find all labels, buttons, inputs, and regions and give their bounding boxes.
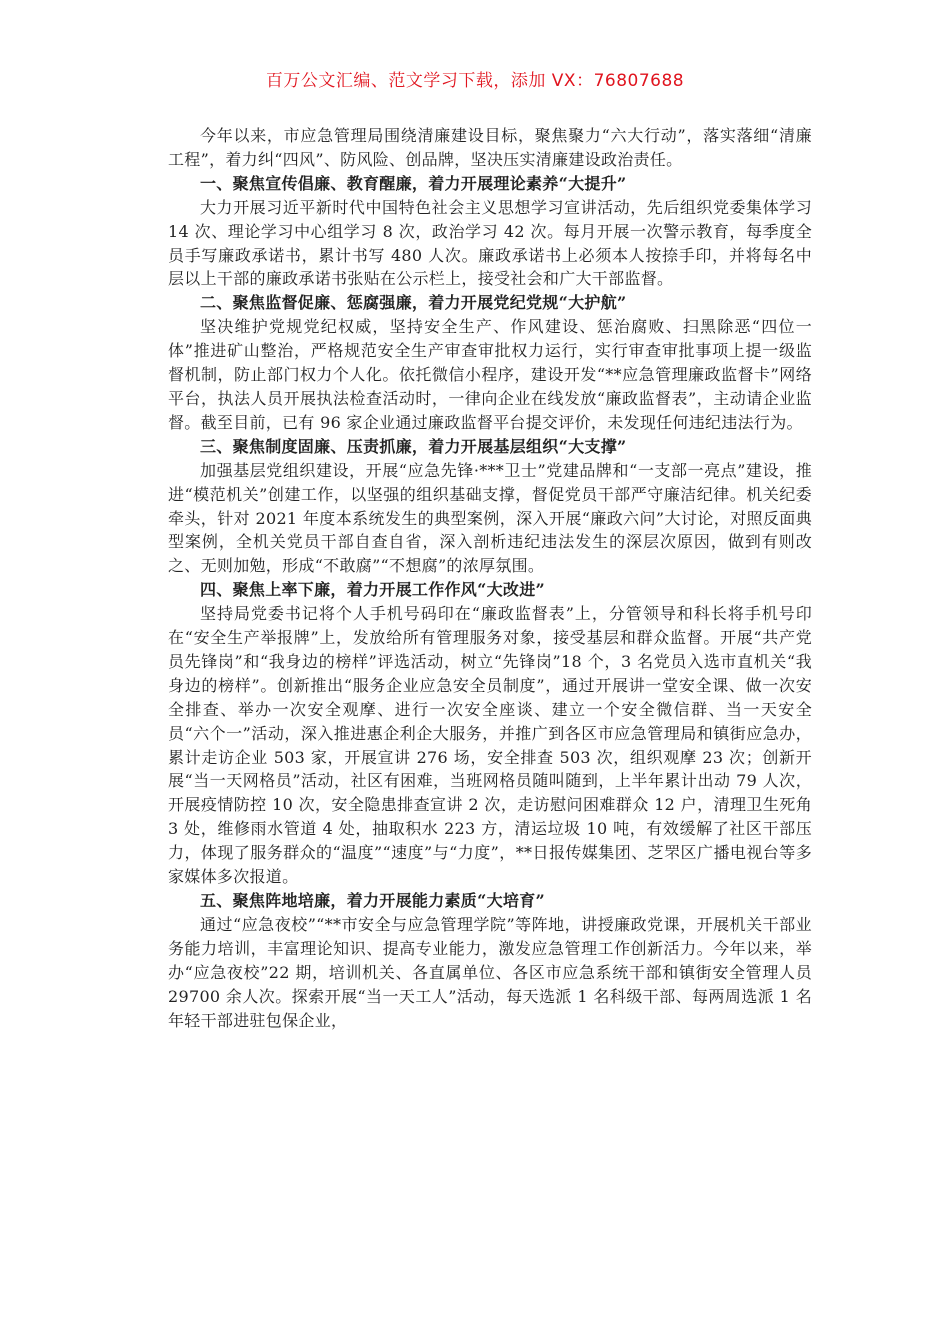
- section-1-heading: 一、聚焦宣传倡廉、教育醒廉，着力开展理论素养“大提升”: [200, 173, 627, 193]
- section-5-body: 通过“应急夜校”“**市安全与应急管理学院”等阵地，讲授廉政党课，开展机关干部业务能力培训，丰富理论知识、提高专业能力，激发应急管理工作创新活力。今年以来，举办“应急夜校”22 期，培训机关、各直属单位、各区市应急系统干部和镇街安全管理人员 29700 余人次。探索开展“当一天工人”活动，每天选派 1 名科级干部、每两周选派 1 名年轻干部进驻包保企业，: [168, 914, 812, 1030]
- section-4-body: 坚持局党委书记将个人手机号码印在“廉政监督表”上，分管领导和科长将手机号印在“安全生产举报牌”上，发放给所有管理服务对象，接受基层和群众监督。开展“共产党员先锋岗”和“我身边的榜样”评选活动，树立“先锋岗”18 个，3 名党员入选市直机关“我身边的榜样”。创新推出“服务企业应急安全员制度”，通过开展讲一堂安全课、做一次安全排查、举办一次安全观摩、进行一次安全座谈、建立一个安全微信群、当一天安全员“六个一”活动，深入推进惠企利企大服务，并推广到各区市应急管理局和镇街应急办，累计走访企业 503 家，开展宣讲 276 场，安全排查 503 次，组织观摩 23 次；创新开展“当一天网格员”活动，社区有困难，当班网格员随叫随到，上半年累计出动 79 人次，开展疫情防控 10 次，安全隐患排查宣讲 2 次，走访慰问困难群众 12 户，清理卫生死角 3 处，维修雨水管道 4 处，抽取积水 223 方，清运垃圾 10 吨，有效缓解了社区干部压力，体现了服务群众的“温度”“速度”与“力度”，**日报传媒集团、芝罘区广播电视台等多家媒体多次报道。: [168, 604, 812, 887]
- section-4-heading: 四、聚焦上率下廉，着力开展工作作风“大改进”: [200, 580, 546, 600]
- intro-paragraph: 今年以来，市应急管理局围绕清廉建设目标，聚焦聚力“六大行动”，落实落细“清廉工程”，着力纠“四风”、防风险、创品牌，坚决压实清廉建设政治责任。: [168, 126, 812, 169]
- section-2-heading: 二、聚焦监督促廉、惩腐强廉，着力开展党纪党规“大护航”: [200, 293, 627, 313]
- section-1-body: 大力开展习近平新时代中国特色社会主义思想学习宣讲活动，先后组织党委集体学习 14 次、理论学习中心组学习 8 次，政治学习 42 次。每月开展一次警示教育，每季度全员手写廉政承诺书，累计书写 480 人次。廉政承诺书上必须本人按捺手印，并将每名中层以上干部的廉政承诺书张贴在公示栏上，接受社会和广大干部监督。: [168, 197, 812, 289]
- section-3-body: 加强基层党组织建设，开展“应急先锋·***卫士”党建品牌和“一支部一亮点”建设，推进“模范机关”创建工作，以坚强的组织基础支撑，督促党员干部严守廉洁纪律。机关纪委牵头，针对 2021 年度本系统发生的典型案例，深入开展“廉政六问”大讨论，对照反面典型案例，全机关党员干部自查自省，深入剖析违纪违法发生的深层次原因，做到有则改之、无则加勉，形成“不敢腐”“不想腐”的浓厚氛围。: [168, 460, 812, 576]
- document-body: [168, 124, 812, 1032]
- section-5-heading: 五、聚焦阵地培廉，着力开展能力素质“大培育”: [200, 891, 546, 910]
- section-3-heading: 三、聚焦制度固廉、压责抓廉，着力开展基层组织“大支撑”: [200, 436, 627, 456]
- section-2-body: 坚决维护党规党纪权威，坚持安全生产、作风建设、惩治腐败、扫黑除恶“四位一体”推进矿山整治，严格规范安全生产审查审批权力运行，实行审查审批事项上提一级监督机制，防止部门权力个人化。依托微信小程序，建设开发“**应急管理廉政监督卡”网络平台，执法人员开展执法检查活动时，一律向企业在线发放“廉政监督表”，主动请企业监督。截至目前，已有 96 家企业通过廉政监督平台提交评价，未发现任何违纪违法行为。: [168, 317, 812, 432]
- watermark-banner: 百万公文汇编、范文学习下载，添加 VX：76807688: [265, 71, 685, 91]
